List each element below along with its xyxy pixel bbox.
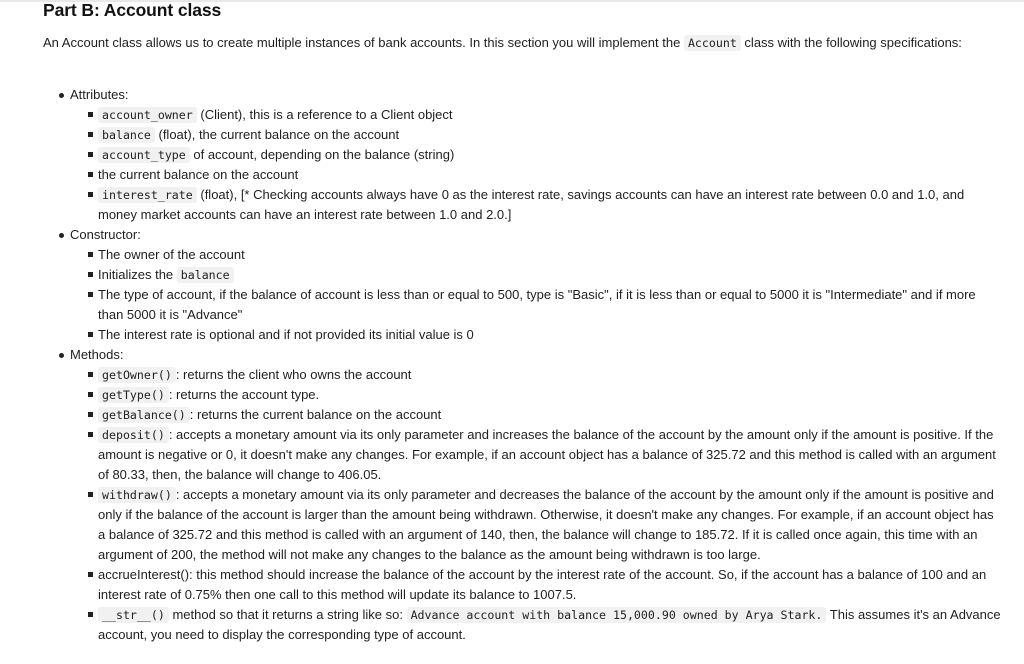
method-text: : accepts a monetary amount via its only parameter and decreases the balance of the account by the amount only if the amount is positive and only if the balance of the account is larger than the amount being withdrawn. Otherwise, it doesn't make any changes. For example, if an account object has a balance of 325.72 and this method is called with an argument of 140, then, the balance will change to 185.72. If it is called once again, this time with an argument of 200, the method will not make any changes to the balance as the amount being withdrawn is too large. — [98, 487, 994, 562]
attribute-item-interest-rate — [70, 185, 1003, 225]
method-code: getBalance() — [98, 407, 190, 423]
constructor-text: The interest rate is optional and if not provided its initial value is 0 — [98, 327, 474, 342]
constructor-item-balance — [70, 265, 1003, 285]
attribute-code: account_owner — [98, 107, 197, 123]
method-text: : returns the account type. — [168, 387, 320, 402]
attribute-text: the current balance on the account — [98, 167, 299, 182]
method-code: deposit() — [98, 427, 169, 443]
method-item-deposit — [70, 425, 1003, 485]
method-code: getOwner() — [98, 367, 176, 383]
constructor-list — [70, 245, 1003, 345]
method-item-gettype — [70, 385, 1003, 405]
attribute-code: account_type — [98, 147, 190, 163]
method-code: getType() — [98, 387, 169, 403]
attribute-item-balance — [70, 125, 1003, 145]
method-item-getbalance — [70, 405, 1003, 425]
method-item-withdraw — [70, 485, 1003, 565]
methods-section — [43, 345, 1003, 645]
method-item-accrueinterest — [70, 565, 1003, 605]
constructor-label: Constructor: — [70, 227, 141, 242]
page-title: Part B: Account class — [43, 0, 222, 20]
methods-list — [70, 365, 1003, 645]
method-item-getowner — [70, 365, 1003, 385]
constructor-code: balance — [177, 267, 234, 283]
constructor-text: Initializes the — [98, 267, 177, 282]
intro-code-account: Account — [684, 35, 741, 51]
method-text: This assumes it's an Advance account, you need to display the corresponding type of account. — [98, 607, 1001, 642]
attribute-text: (Client), this is a reference to a Client object — [196, 107, 453, 122]
intro-text-before: An Account class allows us to create multiple instances of bank accounts. In this section you will implement the — [43, 35, 684, 50]
constructor-section — [43, 225, 1003, 345]
attributes-list — [70, 105, 1003, 225]
method-text: : accepts a monetary amount via its only parameter and increases the balance of the account by the amount only if the amount is positive. If the amount is negative or 0, it doesn't make any changes. For example, if an account object has a balance of 325.72 and this method is called with an argument of 80.33, then, the balance will change to 406.05. — [98, 427, 996, 482]
method-text: method so that it returns a string like so: — [168, 607, 407, 622]
constructor-text: The owner of the account — [98, 247, 245, 262]
constructor-item-interest — [70, 325, 1003, 345]
constructor-item-owner — [70, 245, 1003, 265]
attributes-label: Attributes: — [70, 87, 129, 102]
attribute-code: interest_rate — [98, 187, 197, 203]
method-text: : returns the current balance on the account — [189, 407, 442, 422]
attributes-section — [43, 85, 1003, 225]
constructor-text: The type of account, if the balance of account is less than or equal to 500, type is "Basic", if it is less than or equal to 5000 it is "Intermediate" and if more than 5000 it is "Advance" — [98, 287, 976, 322]
attribute-text: of account, depending on the balance (string) — [189, 147, 455, 162]
attribute-text: (float), the current balance on the account — [154, 127, 400, 142]
method-text: accrueInterest(): this method should increase the balance of the account by the interest rate of the account. So, if the account has a balance of 100 and an interest rate of 0.75% then one call to this method will update its balance to 1007.5. — [98, 567, 987, 602]
method-code: __str__() — [98, 607, 169, 623]
method-code: withdraw() — [98, 487, 176, 503]
spec-list — [43, 85, 1003, 645]
attribute-item-account-owner — [70, 105, 1003, 125]
attribute-text: (float), [* Checking accounts always have 0 as the interest rate, savings accounts can have an interest rate between 0.0 and 1.0, and money market accounts can have an interest rate between 1.0 and 2.0.] — [98, 187, 965, 222]
method-item-str — [70, 605, 1003, 645]
intro-paragraph — [43, 32, 993, 54]
attribute-item-current-balance — [70, 165, 1003, 185]
attribute-code: balance — [98, 127, 155, 143]
attribute-item-account-type — [70, 145, 1003, 165]
method-text: : returns the client who owns the account — [175, 367, 412, 382]
intro-text-after: class with the following specifications: — [740, 35, 962, 50]
constructor-item-type — [70, 285, 1003, 325]
methods-label: Methods: — [70, 347, 124, 362]
example-string-code: Advance account with balance 15,000.90 owned by Arya Stark. — [407, 607, 827, 623]
